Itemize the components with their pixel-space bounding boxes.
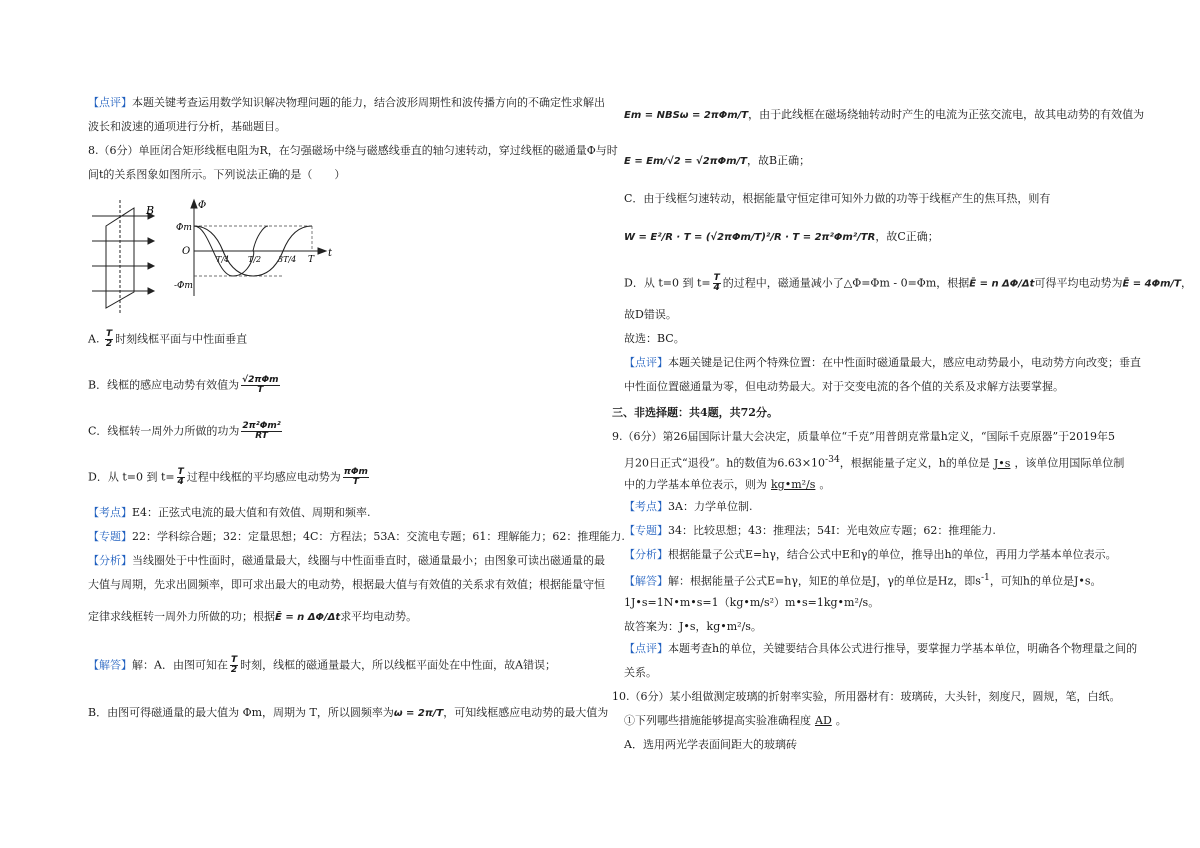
svg-text:B: B [146, 204, 155, 217]
svg-text:Φ: Φ [198, 200, 207, 211]
svg-text:T: T [308, 255, 315, 265]
svg-text:3T/4: 3T/4 [278, 255, 297, 264]
q8-figure [88, 196, 348, 316]
comment-line-2: 波长和波速的通项进行分析，基础题目。 [88, 120, 286, 133]
option-C: C．线框转一周外力所做的功为 $\frac{\text{2π²Φm²}}{RT}$ [88, 421, 281, 441]
q9-kaodian: 【考点】3A：力学单位制. [624, 500, 753, 513]
q10-line-2: ①下列哪些措施能够提高实验准确程度 AD 。 [624, 714, 847, 727]
q9-jieda: 【解答】解：根据能量子公式E=hγ，知E的单位是J，γ的单位是Hz，即$s^{-1}$，可知h的单位是J•s。 [624, 572, 1102, 588]
q9-line-2: 月20日正式“退役”。h的数值为$6.63\times 10^{-34}$，根据能量子定义，h的单位是 J•s ，该单位用国际单位制 [624, 454, 1125, 470]
svg-text:T/4: T/4 [216, 255, 230, 264]
question-8-stem-2: 间t的关系图象如图所示。下列说法正确的是（ ） [88, 168, 346, 181]
option-D: D．从 t=0 到 t= $\frac{T}{4}$ 过程中线框的平均感应电动势为 $\frac{\text{πΦm}}{T}$ [88, 467, 368, 487]
svg-text:T/2: T/2 [248, 255, 262, 264]
right-line-D-end: 故D错误。 [624, 308, 677, 321]
right-line-1: Em = NBSω = 2πΦm/T，由于此线框在磁场绕轴转动时产生的电流为正弦交流电，故其电动势的有效值为 [624, 108, 1145, 121]
q9-line-3: 中的力学基本单位表示，则为 kg•m²/s 。 [624, 478, 831, 491]
right-line-D: D．从 t=0 到 t= $\frac{T}{4}$ 的过程中，磁通量减小了△Φ=Φm - 0=Φm，根据Ē = n ΔΦ/Δt可得平均电动势为Ē = 4Φm/T， [624, 273, 1192, 293]
q9-comment-2: 关系。 [624, 666, 657, 679]
comment-paragraph: 【点评】本题关键考查运用数学知识解决物理问题的能力，结合波形周期性和波传播方向的不确定性求解出 [88, 96, 605, 109]
zhuanti-line: 【专题】22：学科综合题；32：定量思想；4C：方程法；53A：交流电专题；61：理解能力；62：推理能力. [88, 530, 625, 543]
kaodian-line: 【考点】E4：正弦式电流的最大值和有效值、周期和频率. [88, 506, 371, 519]
fenxi-line-1: 【分析】当线圈处于中性面时，磁通量最大，线圈与中性面垂直时，磁通量最小；由图象可读出磁通量的最 [88, 554, 605, 567]
fenxi-line-2: 大值与周期，先求出圆频率，即可求出最大的电动势，根据最大值与有效值的关系求有效值；根据能量守恒 [88, 578, 605, 591]
option-B: B．线框的感应电动势有效值为 $\frac{\text{√2πΦm}}{T}$ [88, 375, 279, 395]
q9-comment-1: 【点评】本题考查h的单位，关键要结合具体公式进行推导，要掌握力学基本单位，明确各个物理量之间的 [624, 642, 1138, 655]
option-A: A. $\frac{T}{2}$ 时刻线框平面与中性面垂直 [88, 329, 248, 349]
q10-line-3: A．选用两光学表面间距大的玻璃砖 [624, 738, 797, 751]
fenxi-line-3: 定律求线框转一周外力所做的功；根据Ē = n ΔΦ/Δt求平均电动势。 [88, 610, 418, 623]
comment-q8-2: 中性面位置磁通量为零，但电动势最大。对于交变电流的各个值的关系及求解方法要掌握。 [624, 380, 1064, 393]
right-line-C: C．由于线框匀速转动，根据能量守恒定律可知外力做的功等于线框产生的焦耳热，则有 [624, 192, 1051, 205]
q9-jieda-2: 1J•s=1N•m•s=1（kg•m/s²）m•s=1kg•m²/s。 [624, 596, 880, 609]
q9-fenxi: 【分析】根据能量子公式E=hγ，结合公式中E和γ的单位，推导出h的单位，再用力学基本单位表示。 [624, 548, 1117, 561]
comment-tag: 【点评】 [88, 96, 132, 109]
answer-q8: 故选：BC。 [624, 332, 685, 345]
q9-line-1: 9.（6分）第26届国际计量大会决定，质量单位“千克”用普朗克常量h定义，“国际千克原器”于2019年5 [612, 430, 1116, 443]
section-heading: 三、非选择题：共4题，共72分。 [612, 406, 778, 419]
jieda-A: 【解答】解：A．由图可知在 $\frac{T}{2}$ 时刻，线框的磁通量最大，所以线框平面处在中性面，故A错误； [88, 655, 557, 675]
comment-q8-1: 【点评】本题关键是记住两个特殊位置：在中性面时磁通量最大，感应电动势最小，电动势方向改变；垂直 [624, 356, 1141, 369]
right-line-C-formula: W = E²/R · T = (√2πΦm/T)²/R · T = 2π²Φm²/TR，故C正确； [624, 230, 939, 243]
question-8-stem: 8.（6分）单匝闭合矩形线框电阻为R，在匀强磁场中绕与磁感线垂直的轴匀速转动，穿过线框的磁通量Φ与时 [88, 144, 618, 157]
magnetic-field-lines [92, 213, 154, 294]
svg-text:Φm: Φm [176, 223, 192, 233]
q9-zhuanti: 【专题】34：比较思想；43：推理法；54I：光电效应专题；62：推理能力. [624, 524, 996, 537]
jieda-B: B．由图可得磁通量的最大值为 Φm，周期为 T，所以圆频率为ω = 2π/T，可知线框感应电动势的最大值为 [88, 706, 609, 719]
svg-text:t: t [328, 248, 333, 259]
svg-text:O: O [182, 246, 191, 257]
q9-jieda-3: 故答案为：J•s，kg•m²/s。 [624, 620, 762, 633]
right-line-2: E = Em/√2 = √2πΦm/T，故B正确； [624, 154, 811, 167]
q10-line-1: 10.（6分）某小组做测定玻璃的折射率实验，所用器材有：玻璃砖，大头针，刻度尺，圆规，笔，白纸。 [612, 690, 1121, 703]
svg-text:-Φm: -Φm [174, 281, 193, 291]
